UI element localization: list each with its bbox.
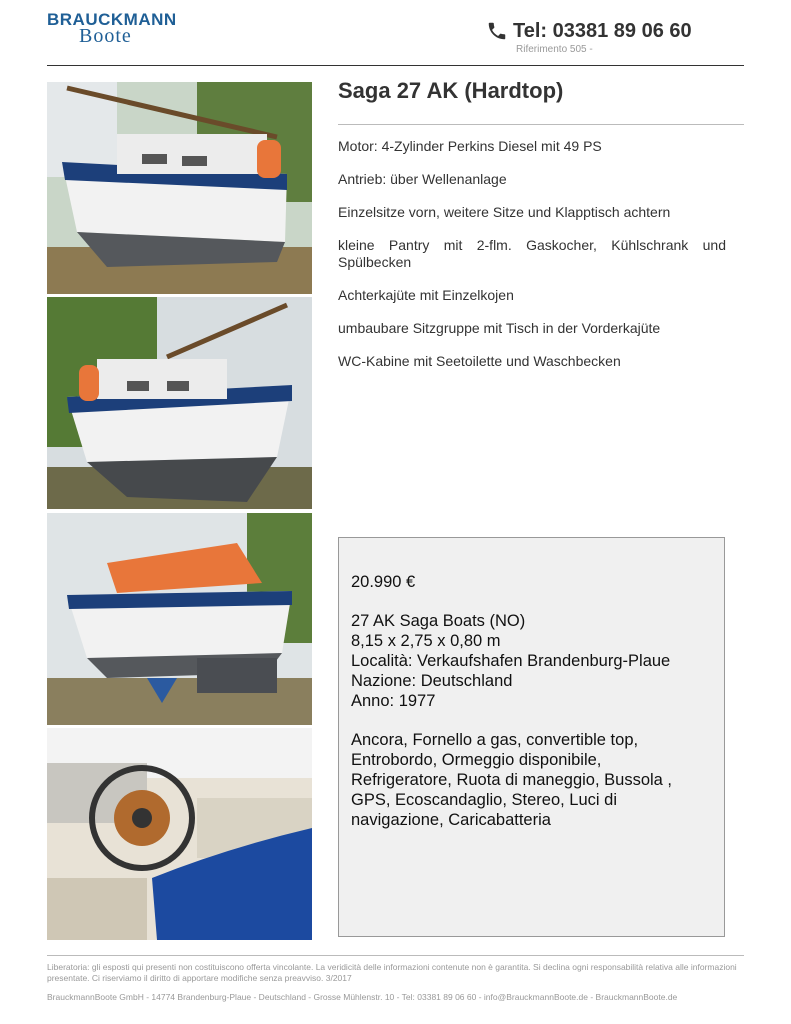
logo-line1: BRAUCKMANN (47, 10, 177, 29)
equipment-line: Ancora, Fornello a gas, convertible top, (351, 731, 639, 749)
footer-divider (47, 955, 744, 956)
boat-photo-3[interactable] (47, 513, 312, 725)
feature-item: Einzelsitze vorn, weitere Sitze und Klapptisch achtern (338, 204, 671, 220)
phone-number: Tel: 03381 89 06 60 (513, 19, 692, 42)
boat-photo-4[interactable] (47, 728, 312, 940)
price: 20.990 € (351, 573, 416, 591)
logo-line2: Boote (79, 25, 132, 47)
feature-item: WC-Kabine mit Seetoilette und Waschbecken (338, 353, 621, 369)
info-box (338, 537, 725, 937)
year: Anno: 1977 (351, 692, 436, 710)
equipment-line: Entrobordo, Ormeggio disponibile, (351, 751, 602, 769)
disclaimer: Liberatoria: gli esposti qui presenti non costituiscono offerta vincolante. La veridicità delle informazioni contenute non è garantita. Si declina ogni responsabilità relativa alle informazioni presentate. Ci riserviamo il diritto di apportare modifiche senza preavviso. 3/2017 (47, 962, 737, 983)
feature-item: Achterkajüte mit Einzelkojen (338, 287, 514, 303)
equipment-line: navigazione, Caricabatteria (351, 811, 551, 829)
equipment-line: GPS, Ecoscandaglio, Stereo, Luci di (351, 791, 617, 809)
model: 27 AK Saga Boats (NO) (351, 612, 526, 630)
nation: Nazione: Deutschland (351, 672, 513, 690)
dimensions: 8,15 x 2,75 x 0,80 m (351, 632, 501, 650)
feature-item: kleine Pantry mit 2-flm. Gaskocher, Kühlschrank und Spülbecken (338, 237, 726, 270)
equipment-line: Refrigeratore, Ruota di maneggio, Bussola , (351, 771, 673, 789)
boat-title: Saga 27 AK (Hardtop) (338, 78, 564, 103)
reference-number: Riferimento 505 - (516, 44, 593, 55)
feature-item: umbaubare Sitzgruppe mit Tisch in der Vorderkajüte (338, 320, 661, 336)
footer-contact: BrauckmannBoote GmbH - 14774 Brandenburg-Plaue - Deutschland - Grosse Mühlenstr. 10 - Tel: 03381 89 06 60 - info@BrauckmannBoote.de - BrauckmannBoote.de (47, 992, 678, 1002)
location: Località: Verkaufshafen Brandenburg-Plaue (351, 652, 671, 670)
feature-list (338, 138, 726, 386)
phone-header[interactable] (486, 18, 692, 44)
boat-photo-2[interactable] (47, 297, 312, 509)
feature-item: Motor: 4-Zylinder Perkins Diesel mit 49 PS (338, 138, 602, 154)
title-divider (338, 124, 744, 125)
feature-item: Antrieb: über Wellenanlage (338, 171, 507, 187)
company-logo[interactable] (47, 10, 177, 46)
boat-photo-1[interactable] (47, 82, 312, 294)
header-divider (47, 65, 744, 66)
phone-icon (486, 20, 508, 42)
